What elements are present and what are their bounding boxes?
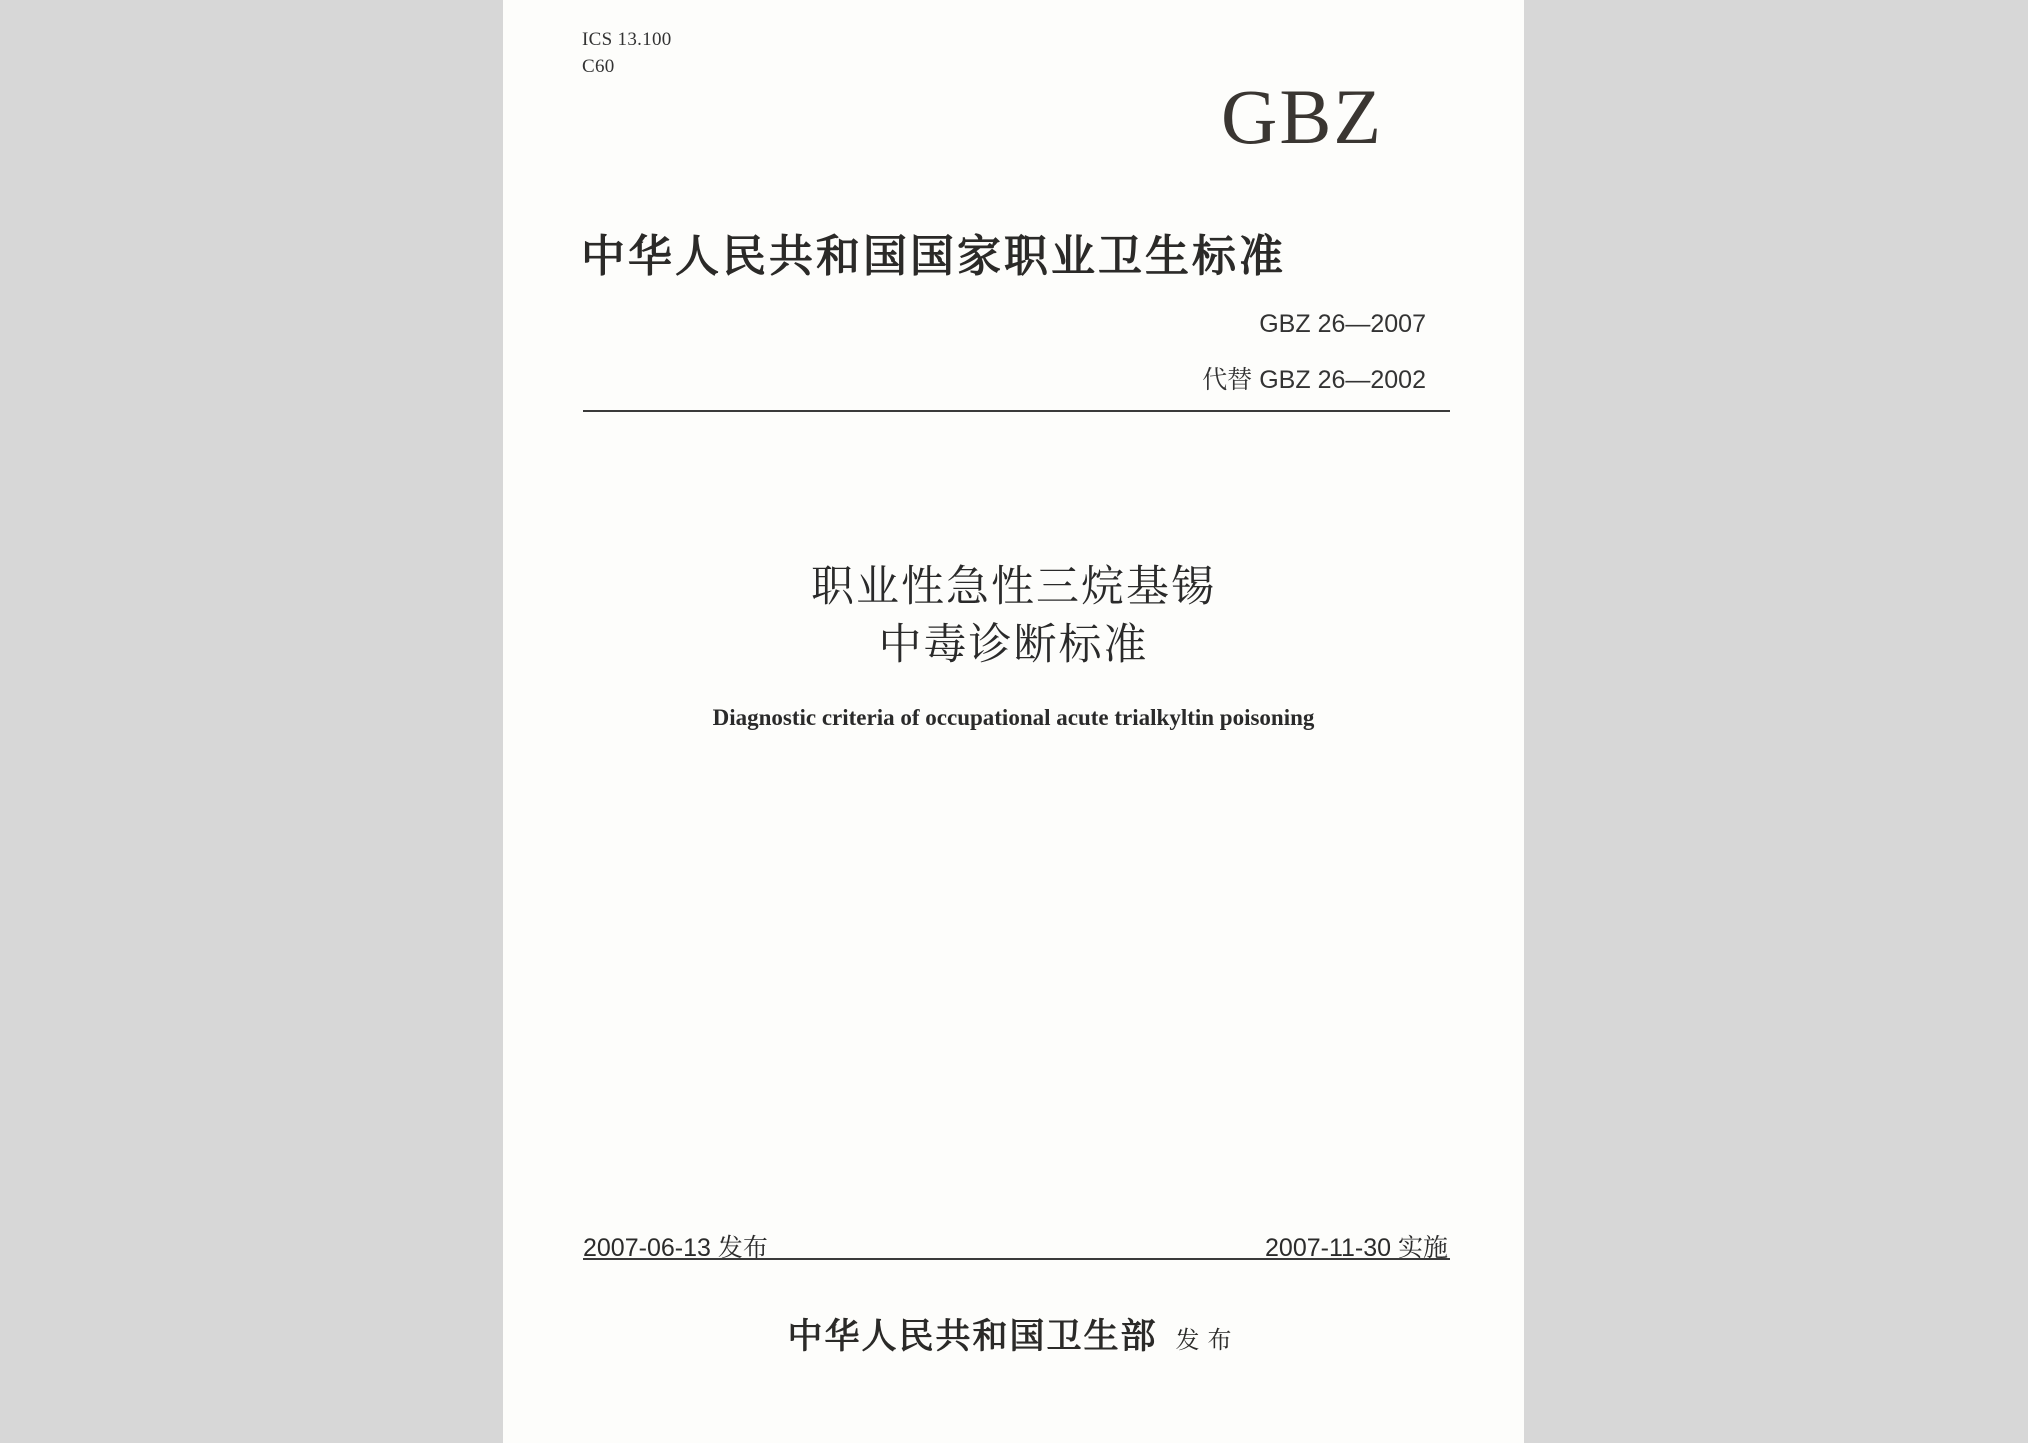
document-page	[503, 0, 1524, 1443]
implementation-date: 2007-11-30 实施	[1265, 1234, 1448, 1262]
top-divider	[583, 410, 1450, 412]
bottom-divider	[583, 1258, 1450, 1260]
gbz-logo: GBZ	[1221, 73, 1383, 160]
publisher	[503, 1309, 1524, 1359]
ics-code: ICS 13.100	[582, 29, 672, 50]
standard-number: GBZ 26—2007	[1259, 310, 1426, 338]
ccs-code: C60	[582, 56, 615, 77]
publisher-name: 中华人民共和国卫生部	[787, 1316, 1158, 1357]
english-title: Diagnostic criteria of occupational acute trialkyltin poisoning	[712, 705, 1315, 730]
national-standard-title: 中华人民共和国国家职业卫生标准	[581, 231, 1286, 282]
issue-date: 2007-06-13 发布	[583, 1234, 768, 1262]
chinese-title-line-1: 职业性急性三烷基锡	[811, 562, 1216, 612]
publisher-verb: 发布	[1175, 1326, 1240, 1354]
chinese-title-line-2: 中毒诊断标准	[878, 620, 1149, 670]
replaces-standard: 代替 GBZ 26—2002	[1202, 366, 1426, 394]
